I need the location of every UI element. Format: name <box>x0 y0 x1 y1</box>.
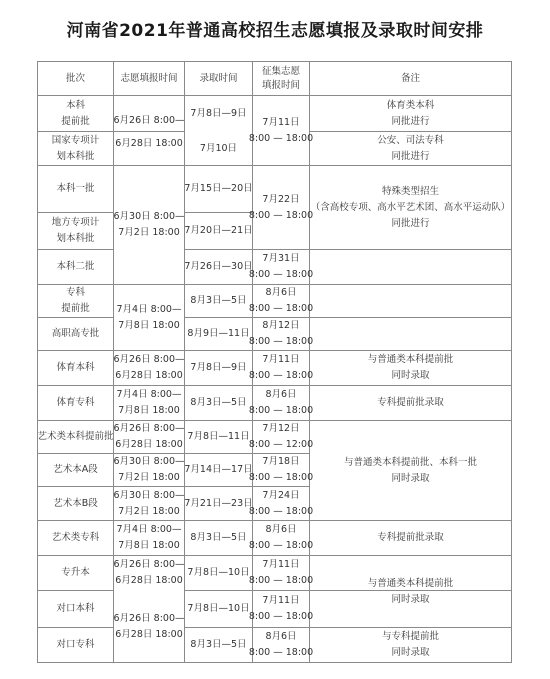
fill-r2: 6月28日 18:00 <box>115 138 183 149</box>
batch-tybk: 体育本科 <box>56 362 95 373</box>
fill-tyzk: 7月4日 8:00— 7月8日 18:00 <box>116 389 182 416</box>
admission-zsb: 7月8日—10日 <box>187 567 250 578</box>
admission-tybk: 7月8日—9日 <box>190 362 247 373</box>
solicit-ysbk-a: 7月18日 8:00 — 18:00 <box>248 456 314 483</box>
batch-bk-tqp: 本科 提前批 <box>61 99 90 127</box>
solicit-tybk: 7月11日 8:00 — 18:00 <box>248 354 314 381</box>
header-fill-time: 志愿填报时间 <box>120 72 178 84</box>
batch-dkbk: 对口本科 <box>56 603 95 614</box>
fill-r1: 6月26日 8:00— <box>113 115 185 126</box>
batch-zk-tqp: 专科 提前批 <box>61 287 90 314</box>
admission-yszk: 8月3日—5日 <box>190 532 247 543</box>
admission-bk2: 7月26日—30日 <box>184 261 253 272</box>
admission-dkzk: 8月3日—5日 <box>190 639 247 650</box>
solicit-zk-tqp: 8月6日 8:00 — 18:00 <box>248 287 314 314</box>
solicit-yszk: 8月6日 8:00 — 18:00 <box>248 524 314 551</box>
batch-ysbk-a: 艺术本A段 <box>53 464 98 475</box>
note-dkzk: 与专科提前批 同时录取 <box>381 631 439 658</box>
header-admission-time: 录取时间 <box>199 72 238 84</box>
fill-ysbk-a: 6月30日 8:00— 7月2日 18:00 <box>113 456 185 483</box>
header-note: 备注 <box>400 72 420 84</box>
solicit-tyzk: 8月6日 8:00 — 18:00 <box>248 389 314 416</box>
fill-bk1-bk2: 6月30日 8:00— 7月2日 18:00 <box>113 211 185 238</box>
admission-bk1: 7月15日—20日 <box>184 183 253 194</box>
batch-dfzx: 地方专项计 划本科批 <box>51 217 100 244</box>
fill-dk: 6月26日 8:00— 6月28日 18:00 <box>113 612 185 640</box>
solicit-bk1-dfzx: 7月22日 8:00 — 18:00 <box>248 193 314 221</box>
fill-ysbk-b: 6月30日 8:00— 7月2日 18:00 <box>113 489 185 517</box>
admission-gzgzk: 8月9日—11日 <box>187 328 250 339</box>
solicit-dkzk: 8月6日 8:00 — 18:00 <box>248 631 314 658</box>
batch-tyzk: 体育专科 <box>56 397 95 408</box>
fill-ysbk-tqp: 6月26日 8:00— 6月28日 18:00 <box>113 423 185 450</box>
note-tyzk: 专科提前批录取 <box>377 397 444 408</box>
solicit-ysbk-b: 7月24日 8:00 — 18:00 <box>248 489 314 517</box>
batch-ysbk-b: 艺术本B段 <box>53 497 98 509</box>
batch-dkzk: 对口专科 <box>56 639 95 650</box>
note-bk-tqp: 体育类本科 同批进行 <box>386 99 435 127</box>
batch-bk1: 本科一批 <box>56 183 95 194</box>
batch-zsb: 专升本 <box>61 567 90 578</box>
solicit-ysbk-tqp: 7月12日 8:00 — 12:00 <box>248 423 314 450</box>
note-gjzx: 公安、司法专科 同批进行 <box>377 134 444 162</box>
batch-gzgzk: 高职高专批 <box>51 328 100 339</box>
admission-ysbk-b: 7月21日—23日 <box>184 497 253 509</box>
note-zsb-dkbk: 与普通类本科提前批 同时录取 <box>367 577 454 605</box>
batch-bk2: 本科二批 <box>56 261 95 272</box>
solicit-gzgzk: 8月12日 8:00 — 18:00 <box>248 320 314 347</box>
admission-ysbk-tqp: 7月8日—11日 <box>187 431 250 442</box>
admission-tyzk: 8月3日—5日 <box>190 397 247 408</box>
solicit-bk2: 7月31日 8:00 — 18:00 <box>248 253 314 280</box>
header-solicit-time: 征集志愿 填报时间 <box>261 65 300 91</box>
note-bk1-dfzx: 特殊类型招生 （含高校专项、高水平艺术团、高水平运动队） 同批进行 <box>310 185 511 229</box>
admission-zk-tqp: 8月3日—5日 <box>190 295 247 306</box>
admission-ysbk-a: 7月14日—17日 <box>184 464 253 475</box>
page-title: 河南省2021年普通高校招生志愿填报及录取时间安排 <box>66 21 484 41</box>
admission-dkbk: 7月8日—10日 <box>187 603 250 614</box>
admission-gjzx: 7月10日 <box>199 142 238 154</box>
admission-bk-tqp: 7月8日—9日 <box>190 107 247 119</box>
fill-zk: 7月4日 8:00— 7月8日 18:00 <box>116 303 182 331</box>
batch-gjzx: 国家专项计 划本科批 <box>51 134 100 162</box>
note-ys-ben: 与普通类本科提前批、本科一批 同时录取 <box>343 456 477 484</box>
admission-dfzx: 7月20日—21日 <box>184 225 253 236</box>
solicit-bk-tqp-gjzx: 7月11日 8:00 — 18:00 <box>248 116 314 144</box>
solicit-dkbk: 7月11日 8:00 — 18:00 <box>248 595 314 622</box>
batch-yszk: 艺术类专科 <box>51 532 100 543</box>
note-tybk: 与普通类本科提前批 同时录取 <box>367 354 454 381</box>
batch-ysbk-tqp: 艺术类本科提前批 <box>37 431 114 442</box>
fill-yszk: 7月4日 8:00— 7月8日 18:00 <box>116 524 182 551</box>
header-batch: 批次 <box>65 72 85 84</box>
solicit-zsb: 7月11日 8:00 — 18:00 <box>248 559 314 586</box>
note-yszk: 专科提前批录取 <box>377 532 444 543</box>
fill-zsb: 6月26日 8:00— 6月28日 18:00 <box>113 559 185 586</box>
fill-tybk: 6月26日 8:00— 6月28日 18:00 <box>113 354 185 381</box>
